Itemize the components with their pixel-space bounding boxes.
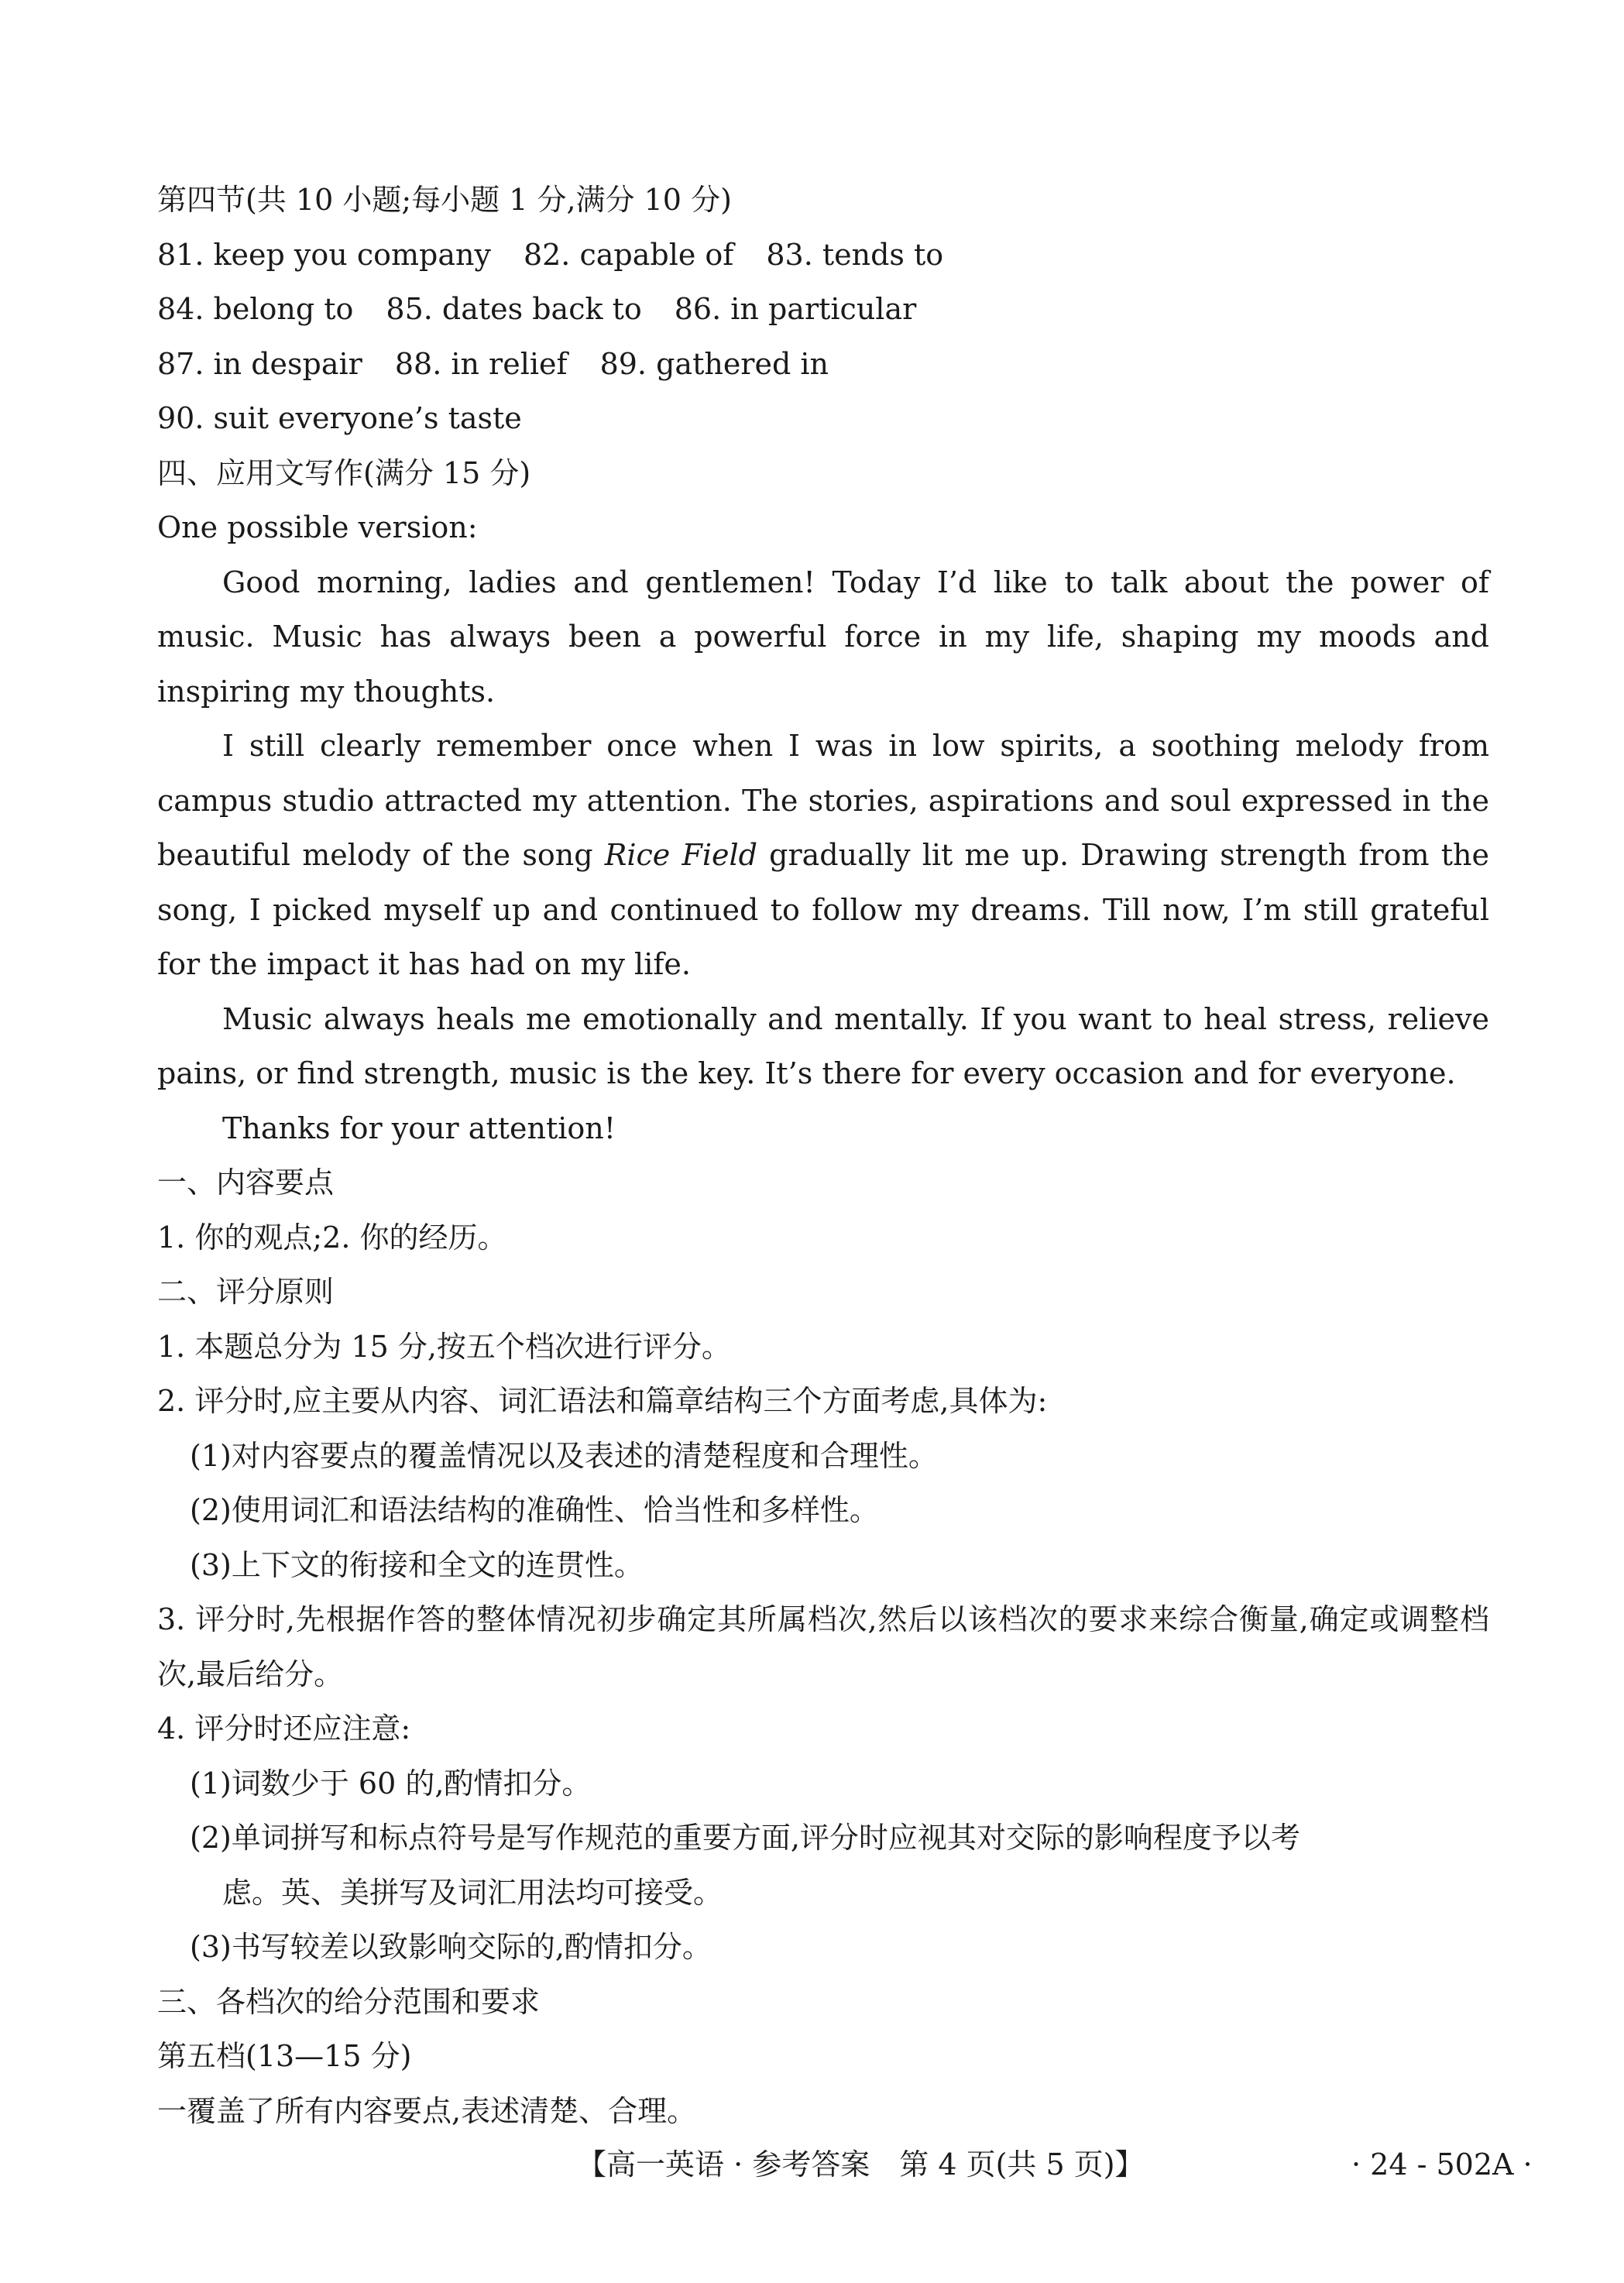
answer-row-1: [157, 228, 1489, 283]
level-5-heading: 第五档(13—15 分): [157, 2039, 412, 2073]
answer-82: 82. capable of: [523, 237, 734, 272]
answer-87: 87. in despair: [157, 346, 362, 381]
answer-88: 88. in relief: [394, 346, 568, 381]
section4-heading: 第四节(共 10 小题;每小题 1 分,满分 10 分): [157, 183, 732, 217]
answer-83: 83. tends to: [766, 237, 944, 272]
song-title: Rice Field: [604, 838, 757, 872]
answer-90: 90. suit everyone’s taste: [157, 401, 522, 435]
footer-title: 【高一英语 · 参考答案 第 4 页(共 5 页)】: [577, 2147, 1145, 2182]
rule-3: 3. 评分时,先根据作答的整体情况初步确定其所属档次,然后以该档次的要求来综合衡量,确定或调整档次,最后给分。: [157, 1602, 1489, 1691]
rule-4-item-3: (3)书写较差以致影响交际的,酌情扣分。: [190, 1930, 712, 1964]
version-label: One possible version:: [157, 510, 478, 544]
answer-86: 86. in particular: [674, 292, 917, 326]
answer-84: 84. belong to: [157, 292, 354, 326]
rule-2-item-1: (1)对内容要点的覆盖情况以及表述的清楚程度和合理性。: [190, 1438, 938, 1473]
rule-2-item-2: (2)使用词汇和语法结构的准确性、恰当性和多样性。: [190, 1493, 879, 1527]
rule-4: 4. 评分时还应注意:: [157, 1711, 411, 1746]
answer-85: 85. dates back to: [386, 292, 642, 326]
answer-row-3: [157, 337, 1489, 392]
content-points-heading: 一、内容要点: [157, 1166, 335, 1200]
level-5-item: 一覆盖了所有内容要点,表述清楚、合理。: [157, 2093, 697, 2128]
answer-row-4: [157, 391, 1489, 446]
answer-81: 81. keep you company: [157, 237, 491, 272]
rule-2: 2. 评分时,应主要从内容、词汇语法和篇章结构三个方面考虑,具体为:: [157, 1384, 1048, 1418]
essay-paragraph-2: [157, 719, 1489, 992]
rule-1: 1. 本题总分为 15 分,按五个档次进行评分。: [157, 1329, 731, 1364]
score-levels-heading: 三、各档次的给分范围和要求: [157, 1984, 541, 2019]
rule-2-item-3: (3)上下文的衔接和全文的连贯性。: [190, 1547, 644, 1582]
scoring-principles-heading: 二、评分原则: [157, 1275, 335, 1309]
rule-4-item-2-line-1: (2)单词拼写和标点符号是写作规范的重要方面,评分时应视其对交际的影响程度予以考: [190, 1821, 1300, 1855]
writing-heading: 四、应用文写作(满分 15 分): [157, 455, 531, 490]
rule-4-item-1: (1)词数少于 60 的,酌情扣分。: [190, 1766, 592, 1801]
content-points-item: 1. 你的观点;2. 你的经历。: [157, 1220, 507, 1255]
page-footer: [0, 2141, 1624, 2188]
rule-4-item-2-line-2: 虑。英、美拼写及词汇用法均可接受。: [222, 1875, 723, 1910]
essay-paragraph-1: Good morning, ladies and gentlemen! Today I’d like to talk about the power of music. Music has always been a powerful force in my life, shaping my moods and inspiring my thoughts.: [157, 565, 1489, 709]
answer-89: 89. gathered in: [599, 346, 829, 381]
essay-paragraph-3: Music always heals me emotionally and mentally. If you want to heal stress, relieve pains, or find strength, music is the key. It’s there for every occasion and for everyone.: [157, 1001, 1489, 1090]
answer-row-2: [157, 282, 1489, 337]
footer-code: · 24 - 502A ·: [1351, 2147, 1533, 2182]
answer-page: [157, 173, 1489, 2138]
essay-paragraph-4: Thanks for your attention!: [222, 1111, 616, 1145]
essay-paragraph-2-start: I still clearly remember once when I was in low spirits, a soothing melody from campus studio attracted my attention. The stories, aspirations and soul expressed in the beautiful melody of the song: [157, 729, 1489, 872]
essay-paragraph-2-end: gradually lit me up. Drawing strength from the song, I picked myself up and continued to follow my dreams. Till now, I’m still grateful for the impact it has had on my life.: [157, 838, 1489, 981]
